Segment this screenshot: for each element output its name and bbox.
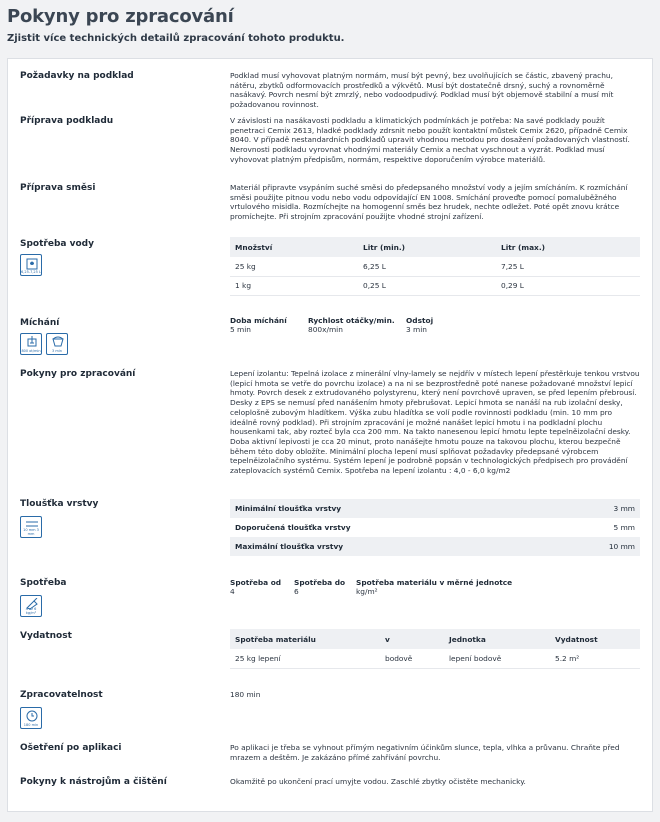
consumption-to xyxy=(294,578,345,596)
section-text: Materiál připravte vsypáním suché směsi do předepsaného množství vody a jejím smícháním. K rozmíchání směsi použijte pitnou vodu nebo vodu odpovídající EN 1008. Smíchání proveďte pomocí pomaluběžného vrtulového misidla. Rozmíchejte na homogenní směs bez hrudek, nechte odležet. Poté opět znovu krátce promíchejte. Při strojním zpracování použijte vhodné strojní zařízení. xyxy=(230,183,628,222)
section-text: Lepení izolantu: Tepelná izolace z minerální vlny-lamely se nejdřív v místech lepení přestěrkuje tenkou vrstvou (lepicí hmota se vetře do povrchu izolace) a na ni se bezprostředně poté nanese požadované množství lepicí hmoty. Povrch desek z extrudovaného polystyrenu, který není povrchově upraven, se před lepením přebrousí. Desky z EPS se nemusí před nanášením hmoty přebrušovat. Lepicí hmota se nanáší na rub izolační desky, celoplošně zubovým hladítkem. Výška zubu hladítka se volí podle rovinnosti podkladu (min. 10 mm pro ideálně rovný podklad). Při strojním zpracování je možné nanášet lepicí hmotu i na podkladní plochu housenkami tak, aby rozteč byla cca 200 mm. Na takto nanesenou lepicí hmotu lepte tepelněizolační desky. Doba aktivní lepivosti je cca 20 minut, proto nanášejte hmotu pouze na takovou plochu, kterou bezpečně během této doby obložíte. Minimální plocha lepení musí splňovat požadavky předepsané výrobcem tepelněizolačního systému. Systém lepení je podrobně popsán v technologických předpisech pro provádění zateplovacích systémů Cemix. Spotřeba na lepení izolantu : 4,0 - 6,0 kg/m2 xyxy=(230,369,640,476)
table-cell: 0,29 L xyxy=(496,276,640,295)
consumption-from-label: Spotřeba od xyxy=(230,578,282,587)
section-label: Tloušťka vrstvy xyxy=(20,499,99,509)
mix-rest-value: 3 min xyxy=(406,325,427,334)
mix-speed-value: 800x/min xyxy=(308,325,343,334)
thickness-row-recommended xyxy=(230,518,640,537)
consumption-unit-value: kg/m² xyxy=(356,587,378,596)
section-vydatnost xyxy=(20,629,640,679)
table-header-row xyxy=(230,629,640,649)
thickness-value: 10 mm xyxy=(608,542,635,551)
table-cell: 25 kg lepení xyxy=(230,649,380,668)
clock-icon xyxy=(20,707,42,729)
section-spotreba xyxy=(20,578,640,628)
section-zpracovatelnost xyxy=(20,690,640,735)
bucket-icon xyxy=(46,333,68,355)
consumption-to-value: 6 xyxy=(294,587,299,596)
consumption-to-label: Spotřeba do xyxy=(294,578,346,587)
page-subtitle: Zjistit více technických detailů zpracování tohoto produktu. xyxy=(7,33,345,44)
section-label: Příprava směsi xyxy=(20,183,96,193)
mix-time-label: Doba míchání xyxy=(230,316,287,325)
section-label: Zpracovatelnost xyxy=(20,690,103,700)
water-table xyxy=(230,237,640,296)
mix-rest xyxy=(406,316,433,334)
water-bag-icon xyxy=(20,254,42,276)
section-label: Spotřeba vody xyxy=(20,239,94,249)
section-text: Okamžitě po ukončení prací umyjte vodou. Zaschlé zbytky očistěte mechanicky. xyxy=(230,777,526,786)
section-spotreba-vody xyxy=(20,237,640,297)
table-header: Množství xyxy=(230,237,358,257)
consumption-unit-label: Spotřeba materiálu v měrné jednotce xyxy=(356,578,513,587)
mixer-icon xyxy=(20,333,42,355)
instructions-panel xyxy=(7,58,653,812)
table-row xyxy=(230,649,640,668)
section-text: 180 min xyxy=(230,690,261,699)
icon-caption: 180 min xyxy=(23,723,39,727)
consumption-unit xyxy=(356,578,512,596)
table-header: Spotřeba materiálu xyxy=(230,629,380,649)
section-label: Spotřeba xyxy=(20,578,67,588)
section-label: Příprava podkladu xyxy=(20,116,114,126)
section-tloustka xyxy=(20,499,640,564)
table-row xyxy=(230,276,640,295)
yield-table xyxy=(230,629,640,669)
section-label: Míchání xyxy=(20,318,60,328)
mix-rest-label: Odstoj xyxy=(406,316,434,325)
icon-caption: 3 min xyxy=(52,349,62,353)
table-cell: bodově xyxy=(380,649,444,668)
table-header: v xyxy=(380,629,444,649)
thickness-name: Maximální tloušťka vrstvy xyxy=(235,542,344,551)
icon-caption: 800 ot/min xyxy=(21,349,41,353)
section-text: Podklad musí vyhovovat platným normám, musí být pevný, bez uvolňujících se částic, zbavený prachu, nátěru, zbytků odformovacích prostředků a výkvětů. Musí být dostatečně drsný, suchý a rovnoměrně nasákavý. Povrch nesmí být zmrzlý, nebo vodoodpudivý. Podklad musí být objemově stabilní a musí mít požadovanou rovinnost. xyxy=(230,71,614,110)
consumption-from xyxy=(230,578,281,596)
table-header: Vydatnost xyxy=(550,629,640,649)
table-row xyxy=(230,257,640,276)
section-text: Po aplikaci je třeba se vyhnout přímým negativním účinkům slunce, tepla, vlhka a průvanu. Chraňte před mrazem a deštěm. Je zakázáno přímé zahřívání povrchu. xyxy=(230,743,620,762)
thickness-name: Doporučená tloušťka vrstvy xyxy=(235,523,351,532)
table-cell: 7,25 L xyxy=(496,257,640,276)
page-title: Pokyny pro zpracování xyxy=(7,6,234,27)
trowel-icon xyxy=(20,595,42,617)
section-label: Vydatnost xyxy=(20,631,72,641)
section-text: V závislosti na nasákavosti podkladu a klimatických podmínkách je potřeba: Na savé podklady použít penetraci Cemix 2613, hladké podklady zdrsnit nebo použít kontaktní můstek Cemix 2620, případně Cemix 8040. V případě nestandardních podkladů upravit vhodnou metodou pro dosažení požadovaných vlastností. Nerovnosti podkladu vyrovnat vhodnými materiály Cemix a nechat vyschnout a vyzrát. Podklad musí vyhovovat platným předpisům, normám, respektive doporučením výrobce materiálů. xyxy=(230,116,630,164)
table-header: Jednotka xyxy=(444,629,550,649)
thickness-name: Minimální tloušťka vrstvy xyxy=(235,504,342,513)
table-cell: 5.2 m² xyxy=(550,649,640,668)
section-label: Požadavky na podklad xyxy=(20,71,134,81)
icon-caption: 6,25-7,25 L xyxy=(21,270,41,274)
section-label: Ošetření po aplikaci xyxy=(20,743,122,753)
section-label: Pokyny pro zpracování xyxy=(20,369,136,379)
table-header: Litr (max.) xyxy=(496,237,640,257)
layer-thickness-icon xyxy=(20,516,42,538)
thickness-row-max xyxy=(230,537,640,556)
mix-time-value: 5 min xyxy=(230,325,251,334)
consumption-from-value: 4 xyxy=(230,587,235,596)
mix-speed-label: Rychlost otáčky/min. xyxy=(308,316,395,325)
table-header: Litr (min.) xyxy=(358,237,496,257)
section-michani xyxy=(20,315,640,360)
table-cell: 0,25 L xyxy=(358,276,496,295)
mix-time xyxy=(230,316,287,334)
table-cell: 1 kg xyxy=(230,276,358,295)
thickness-value: 5 mm xyxy=(613,523,635,532)
table-cell: 6,25 L xyxy=(358,257,496,276)
mix-speed xyxy=(308,316,395,334)
section-label: Pokyny k nástrojům a čištění xyxy=(20,777,167,787)
table-header-row xyxy=(230,237,640,257)
icon-caption: 10 mm 3 mm xyxy=(23,528,39,536)
table-cell: 25 kg xyxy=(230,257,358,276)
thickness-row-min xyxy=(230,499,640,518)
thickness-value: 3 mm xyxy=(613,504,635,513)
icon-caption: 4 až 6 kg/m² xyxy=(25,607,37,615)
table-cell: lepení bodově xyxy=(444,649,550,668)
